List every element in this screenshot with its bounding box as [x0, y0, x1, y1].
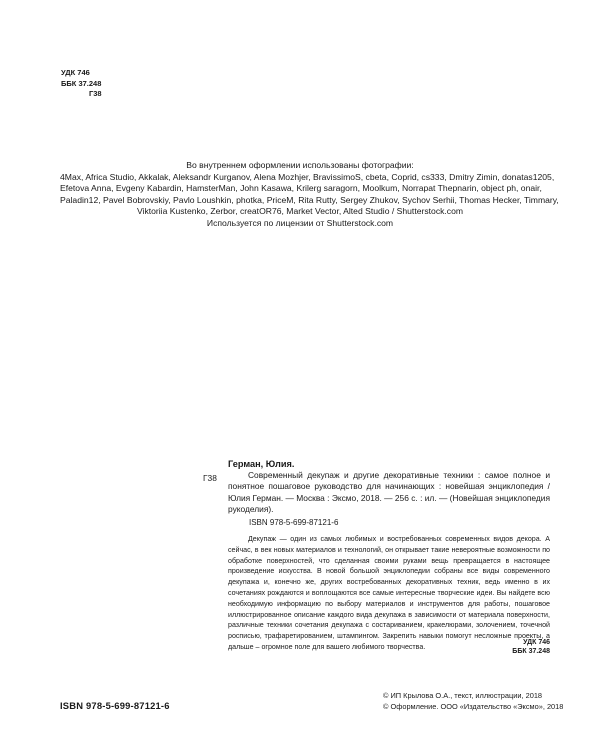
bbk-code: ББК 37.248	[61, 78, 102, 88]
author-sign: Г38	[89, 89, 102, 98]
photo-credits-line: Efetova Anna, Evgeny Kabardin, HamsterMan, John Kasawa, Krilerg saragorn, Moolkum, Norrapat Thepnarin, object ph, onair,	[60, 183, 542, 194]
udk-code: УДК 746	[523, 639, 550, 646]
bbk-code: ББК 37.248	[512, 648, 550, 655]
photo-credits-line: 4Max, Africa Studio, Akkalak, Aleksandr Kurganov, Alena Mozhjer, BravissimoS, cbeta, Coprid, cs333, Dmitry Zimin, donatas1205,	[60, 171, 555, 182]
copyright	[383, 690, 563, 713]
copyright-line: © ИП Крылова О.А., текст, иллюстрации, 2018	[383, 691, 543, 700]
udk-code: УДК 746	[61, 68, 90, 77]
card-description: Современный декупаж и другие декоративные техники : самое полное и понятное пошаговое руководство для начинающих : новейшая энциклопедия / Юлия Герман. — Москва : Эксмо, 2018. — 256 с. : ил. — (Новейшая энциклопедия рукоделия).	[228, 470, 550, 514]
bottom-codes	[480, 638, 550, 656]
card-author: Герман, Юлия.	[228, 459, 295, 469]
classification-codes	[61, 68, 102, 100]
photo-credits-line: Viktoriia Kustenko, Zerbor, creatOR76, Market Vector, Alted Studio / Shutterstock.com	[136, 206, 464, 217]
photo-credits-intro: Во внутреннем оформлении использованы фотографии:	[186, 160, 414, 170]
license-note: Используется по лицензии от Shutterstock.com	[206, 217, 394, 228]
card-author-sign: Г38	[203, 473, 217, 483]
photo-credits	[60, 160, 559, 230]
photo-credits-line: Paladin12, Pavel Bobrovskiy, Pavlo Loushkin, photka, PriceM, Rita Rutty, Sergey Zhukov, Sychov Serhii, Thomas Hecker, Timmary,	[60, 194, 559, 205]
copyright-line: © Оформление. ООО «Издательство «Эксмо», 2018	[383, 702, 564, 712]
annotation: Декупаж — один из самых любимых и востребованных современных видов декора. А сейчас, в век новых материалов и технологий, он открывает такие невероятные возможности по обработке поверхностей, что сделанная своими руками вещь превращается в настоящее произведение искусства. В новой большой энциклопедии собраны все виды современного декупажа и, конечно же, других востребованных декоративных техник, ведь именно в их сочетаниях рождаются и воплощаются все самые интересные творческие идеи. Вы найдете всю необходимую информацию по выбору материалов и инструментов для работы, пошаговое иллюстрированное описание каждого вида декупажа в зависимости от материала поверхности, различные техники сочетания декупажа с состариванием, кракелюрами, золочением, точечной росписью, трафаретированием, штампингом. Закрепить навыки помогут несложные проекты, а дальше – огромное поле для вашего любимого творчества.	[228, 535, 550, 651]
card-isbn: ISBN 978-5-699-87121-6	[249, 518, 339, 527]
isbn-main: ISBN 978-5-699-87121-6	[60, 700, 170, 711]
catalog-card	[228, 459, 550, 515]
